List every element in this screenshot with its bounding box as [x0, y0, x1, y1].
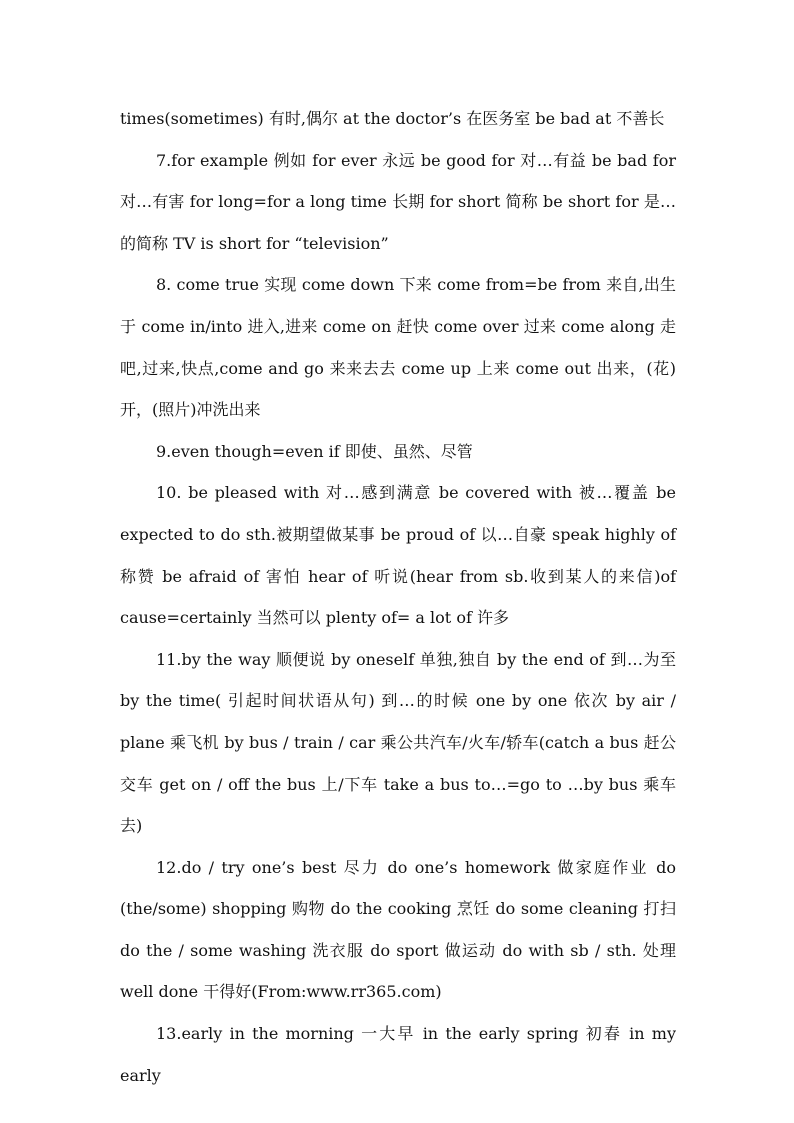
paragraph-item-8: 8. come true 实现 come down 下来 come from=be from 来自,出生于 come in/into 进入,进来 come on 赶快 come over 过来 come along 走吧,过来,快点,come and go 来来去去 come up 上来 come out 出来，(花)开，(照片)冲洗出来 [120, 275, 676, 420]
paragraph-item-9: 9.even though=even if 即使、虽然、尽管 [156, 441, 473, 461]
paragraph-item-12: 12.do / try one’s best 尽力 do one’s homework 做家庭作业 do (the/some) shopping 购物 do the cooking 烹饪 do some cleaning 打扫 do the / some washing 洗衣服 do sport 做运动 do with sb / sth. 处理 well done 干得好(From:www.rr365.com) [120, 857, 676, 1002]
paragraph-item-13: 13.early in the morning 一大早 in the early spring 初春 in my early [120, 1024, 676, 1085]
paragraph-continuation: times(sometimes) 有时,偶尔 at the doctor’s 在医务室 be bad at 不善长 [120, 109, 665, 128]
document-body [120, 98, 676, 1096]
paragraph-item-11: 11.by the way 顺便说 by oneself 单独,独自 by the end of 到…为至 by the time( 引起时间状语从句) 到…的时候 one by one 依次 by air / plane 乘飞机 by bus / train / car 乘公共汽车/火车/轿车(catch a bus 赶公交车 get on / off the bus 上/下车 take a bus to…=go to …by bus 乘车去) [120, 649, 676, 836]
paragraph-item-10: 10. be pleased with 对…感到满意 be covered with 被…覆盖 be expected to do sth.被期望做某事 be proud of 以…自豪 speak highly of 称赞 be afraid of 害怕 hear of 听说(hear from sb.收到某人的来信)of cause=certainly 当然可以 plenty of= a lot of 许多 [120, 483, 676, 628]
paragraph-item-7: 7.for example 例如 for ever 永远 be good for 对…有益 be bad for 对…有害 for long=for a long time 长期 for short 简称 be short for 是…的简称 TV is short for “television” [120, 150, 676, 253]
